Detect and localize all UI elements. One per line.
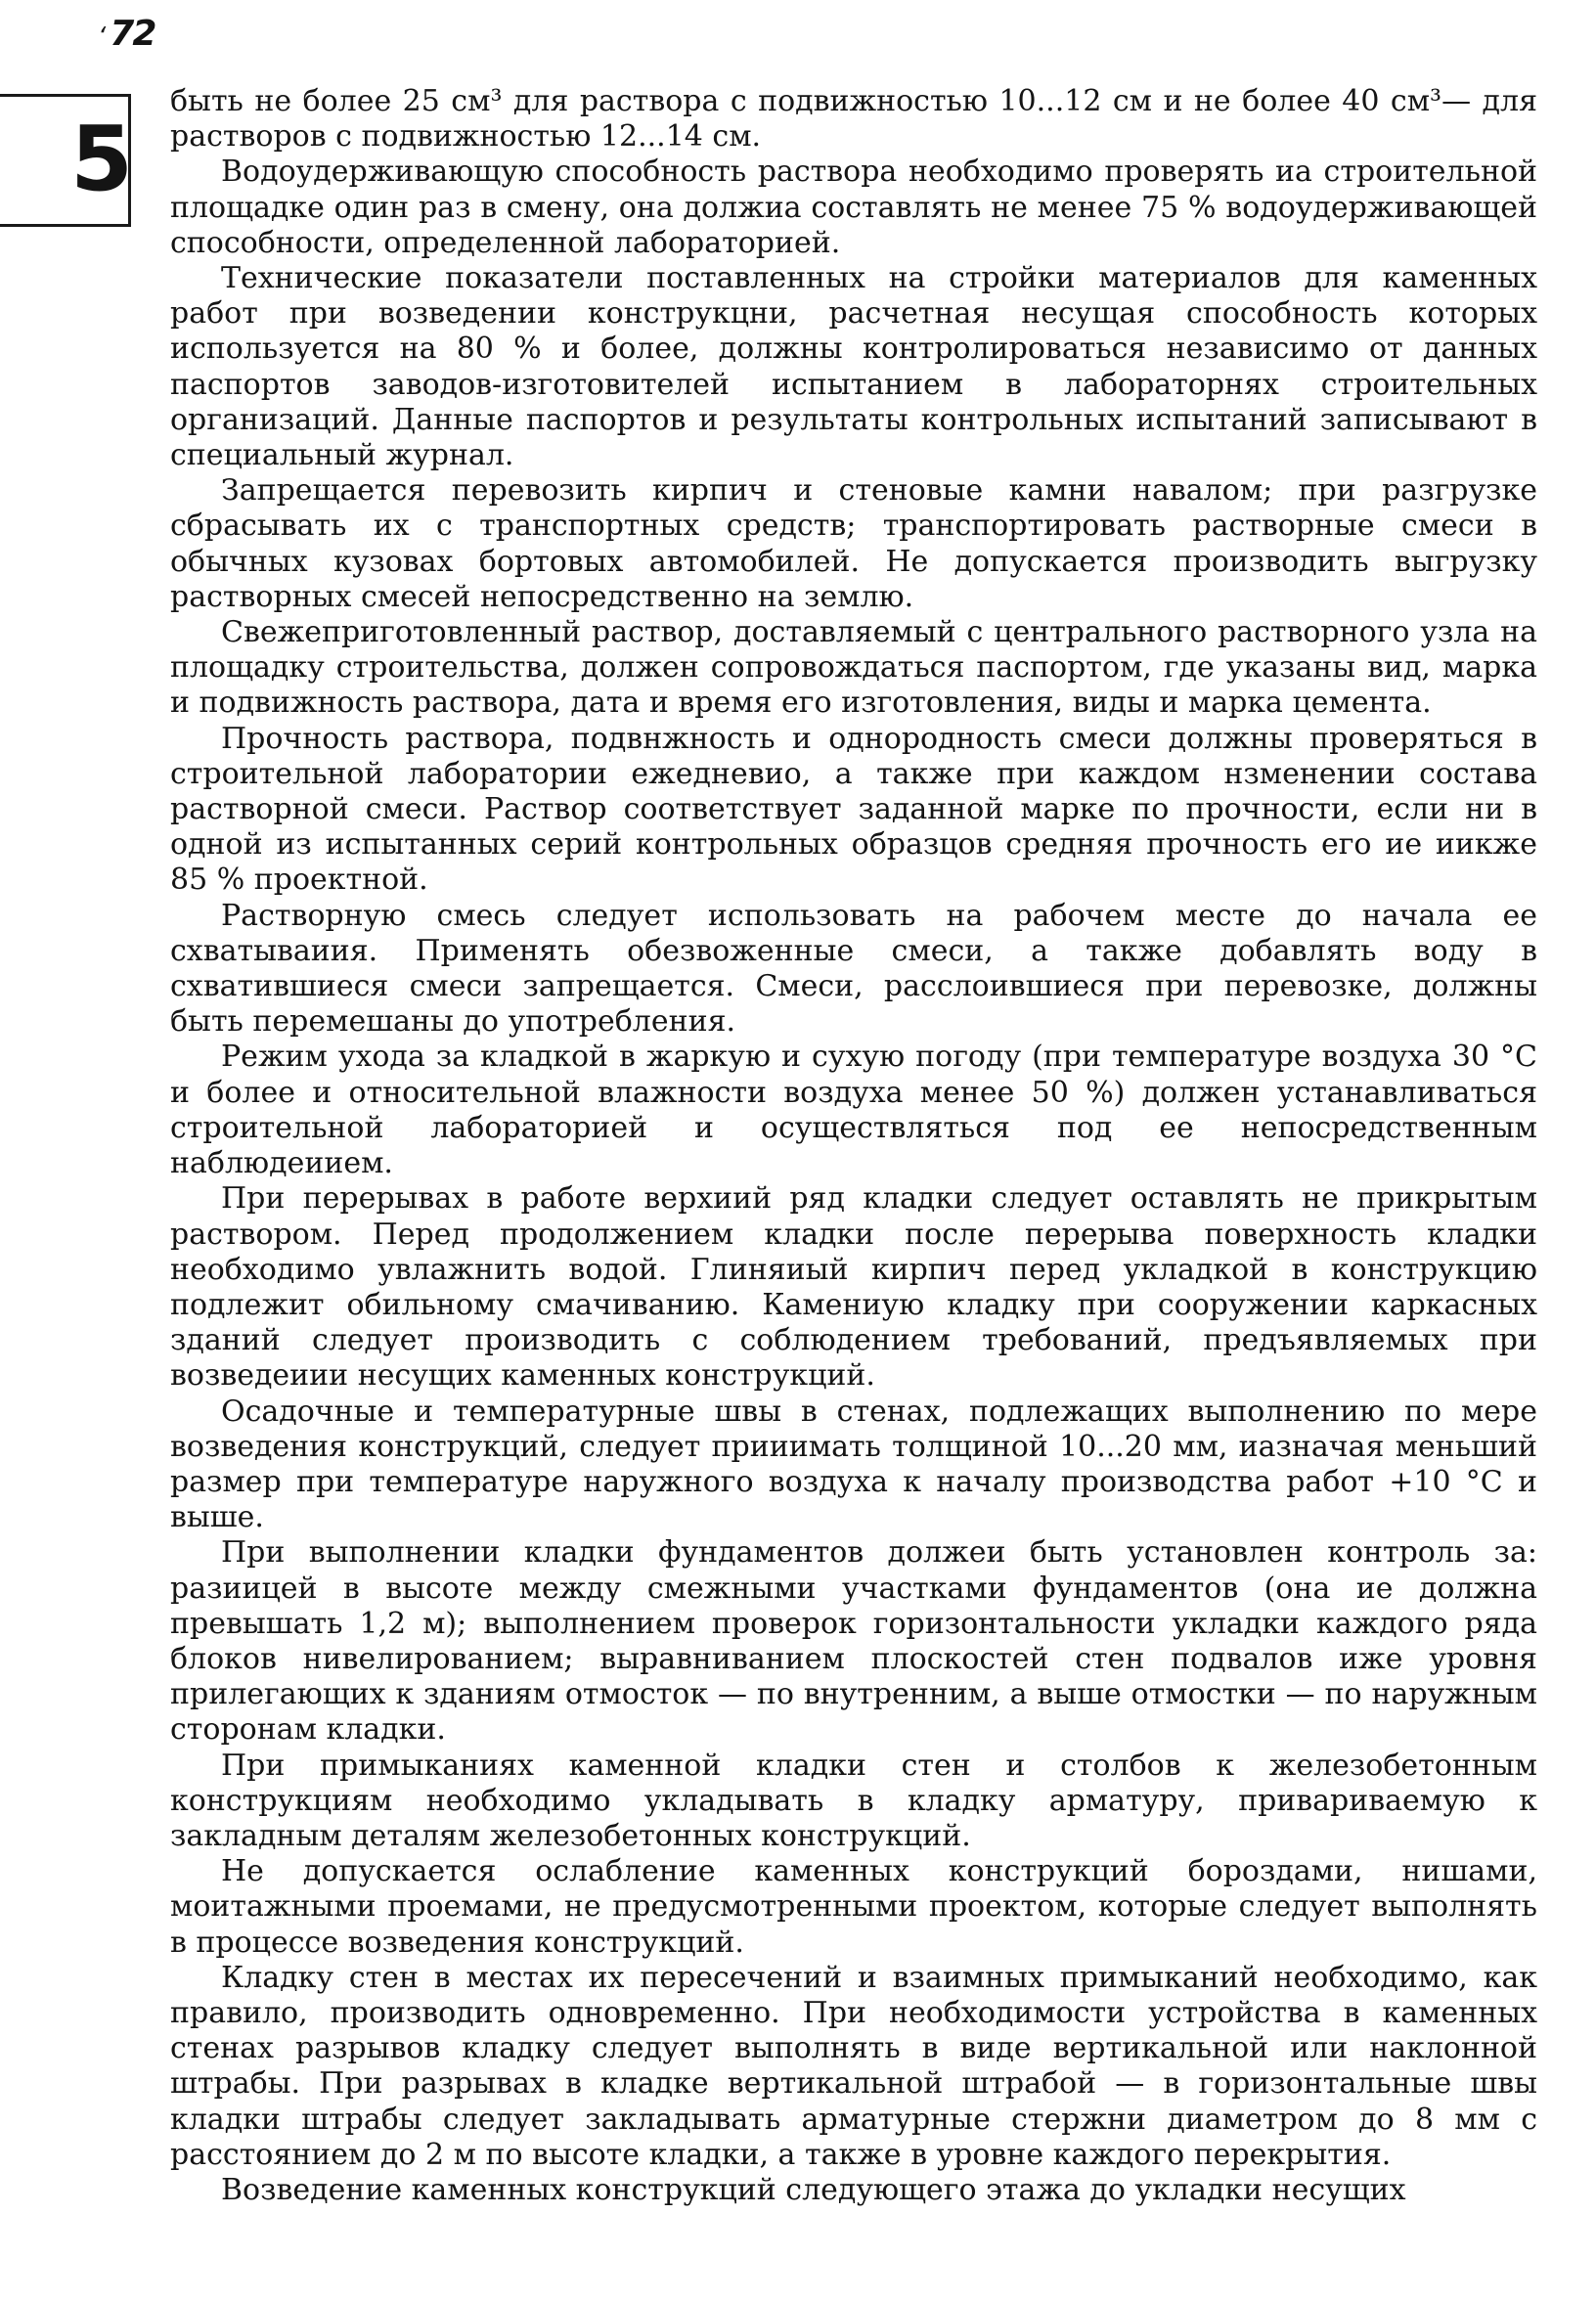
paragraph: Растворную смесь следует использовать на рабочем месте до начала ее схватываиия. Применять обезвоженные смеси, а также добавлять воду в схватившиеся смеси запрещается. Смеси, расслоившиеся при перевозке, должны быть перемешаны до употребления.: [170, 898, 1537, 1040]
paragraph: Возведение каменных конструкций следующего этажа до укладки несущих: [221, 2172, 1406, 2207]
paragraph: Свежеприготовленный раствор, доставляемый с центрального растворного узла на площадку строительства, должен сопровождаться паспортом, где указаны вид, марка и подвижность раствора, дата и время его изготовления, виды и марка цемента.: [170, 615, 1537, 721]
paragraph: Не допускается ослабление каменных конструкций бороздами, нишами, моитажными проемами, не предусмотренными проектом, которые следует выполнять в процессе возведения конструкций.: [170, 1854, 1537, 1960]
paragraph: Осадочные и температурные швы в стенах, подлежащих выполнению по мере возведения конструкций, следует прииимать толщиной 10...20 мм, иазначая меньший размер при температуре наружного воздуха к началу производства работ +10 °С и выше.: [170, 1394, 1537, 1535]
chapter-tab: [0, 94, 134, 227]
paragraph: быть не более 25 см³ для раствора с подвижностью 10...12 см и не более 40 см³— для растворов с подвижностью 12...14 см.: [170, 84, 1537, 155]
paragraph: Запрещается перевозить кирпич и стеновые камни навалом; при разгрузке сбрасывать их с транспортных средств; транспортировать растворные смеси в обычных кузовах бортовых автомобилей. Не допускается производить выгрузку растворных смесей непосредственно на землю.: [170, 473, 1537, 614]
paragraph: Кладку стен в местах их пересечений и взаимных примыканий необходимо, как правило, производить одновременно. При необходимости устройства в каменных стенах разрывов кладку следует выполнять в виде вертикальной или наклонной штрабы. При разрывах в кладке вертикальной штрабой — в горизонтальные швы кладки штрабы следует закладывать арматурные стержни диаметром до 8 мм с расстоянием до 2 м по высоте кладки, а также в уровне каждого перекрытия.: [170, 1960, 1537, 2172]
paragraph: При перерывах в работе верхиий ряд кладки следует оставлять не прикрытым раствором. Перед продолжением кладки после перерыва поверхность кладки необходимо увлажнить водой. Глиняиый кирпич перед укладкой в конструкцию подлежит обильному смачиванию. Камениую кладку при сооружении каркасных зданий следует производить с соблюдением требований, предъявляемых при возведеиии несущих каменных конструкций.: [170, 1181, 1537, 1394]
paragraph: Технические показатели поставленных на стройки материалов для каменных работ при возведении конструкцни, расчетная несущая способность которых используется на 80 % и более, должны контролироваться независимо от данных паспортов заводов-изготовителей испытанием в лабораторнях строительных организаций. Данные паспортов и результаты контрольных испытаний записывают в специальный журнал.: [170, 261, 1537, 473]
paragraph: Водоудерживающую способность раствора необходимо проверять иа строительной площадке один раз в смену, она должиа составлять не менее 75 % водоудерживающей способности, определенной лабораторией.: [170, 155, 1537, 260]
paragraph: При примыканиях каменной кладки стен и столбов к железобетонным конструкциям необходимо укладывать в кладку арматуру, привариваемую к закладным деталям железобетонных конструкций.: [170, 1748, 1537, 1853]
paragraph: Прочность раствора, подвнжность и однородность смеси должны проверяться в строительной лаборатории ежедневио, а также при каждом нзменении состава растворной смеси. Раствор соответствует заданной марке по прочности, если ни в одной из испытанных серий контрольных образцов средняя прочность его ие иикже 85 % проектной.: [170, 721, 1537, 898]
paragraph: При выполнении кладки фундаментов должеи быть установлен контроль за: разиицей в высоте между смежными участками фундаментов (она ие должна превышать 1,2 м); выполнением проверок горизонтальности укладки каждого ряда блоков нивелированием; выравниванием плоскостей стен подвалов иже уровня прилегающих к зданиям отмосток — по внутренним, а выше отмостки — по наружным сторонам кладки.: [170, 1535, 1537, 1748]
paragraph: Режим ухода за кладкой в жаркую и сухую погоду (при температуре воздуха 30 °С и более и относительной влажности воздуха менее 50 %) должен устанавливаться строительной лабораторией и осуществляться под ее непосредственным наблюдеиием.: [170, 1040, 1537, 1181]
chapter-number: 5: [70, 107, 134, 211]
page-number: ‘ 72: [98, 14, 155, 54]
body-text: [170, 84, 1537, 2208]
